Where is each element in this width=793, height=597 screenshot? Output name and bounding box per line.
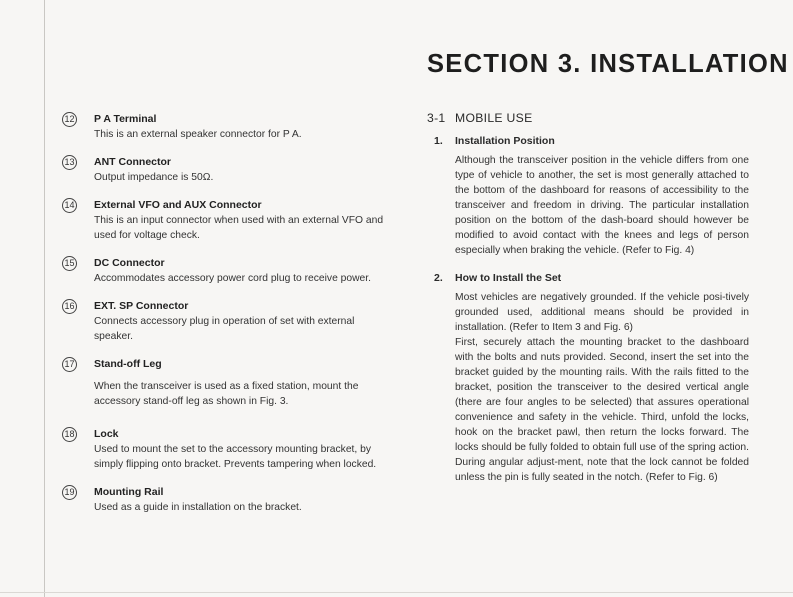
item-body: Used as a guide in installation on the bracket.	[94, 502, 302, 513]
subsection-title: MOBILE USE	[455, 111, 533, 125]
item-title: External VFO and AUX Connector	[94, 199, 262, 211]
item-body: Output impedance is 50Ω.	[94, 172, 214, 183]
item-ext-sp-connector	[62, 299, 392, 344]
item-body: Used to mount the set to the accessory mounting bracket, by simply flipping onto bracket. Prevents tampering when locked.	[94, 444, 377, 470]
mobile-use-section	[427, 110, 749, 485]
item-dc-connector	[62, 256, 392, 286]
item-lock	[62, 427, 392, 472]
item-ant-connector	[62, 155, 392, 185]
item-title: Stand-off Leg	[94, 358, 162, 370]
item-mounting-rail	[62, 485, 392, 515]
item-number-badge: 15	[62, 256, 77, 271]
page-gutter-line	[44, 0, 45, 597]
item-number-badge: 19	[62, 485, 77, 500]
item-number-badge: 16	[62, 299, 77, 314]
step-number: 2.	[434, 272, 443, 284]
item-title: Mounting Rail	[94, 486, 164, 498]
item-number-badge: 13	[62, 155, 77, 170]
item-title: EXT. SP Connector	[94, 300, 189, 312]
step-title: How to Install the Set	[455, 272, 562, 284]
item-body: This is an input connector when used with an external VFO and used for voltage check.	[94, 215, 384, 241]
item-title: P A Terminal	[94, 113, 157, 125]
item-number-badge: 17	[62, 357, 77, 372]
item-stand-off-leg	[62, 357, 392, 409]
connector-descriptions	[62, 112, 392, 515]
item-title: DC Connector	[94, 257, 165, 269]
item-body: Connects accessory plug in operation of set with external speaker.	[94, 316, 355, 342]
subsection-number: 3-1	[427, 111, 446, 125]
item-body: This is an external speaker connector for P A.	[94, 129, 302, 140]
step-installation-position	[427, 134, 749, 258]
item-title: ANT Connector	[94, 156, 171, 168]
step-how-to-install	[427, 271, 749, 485]
subsection-heading	[427, 110, 749, 126]
item-number-badge: 18	[62, 427, 77, 442]
step-title: Installation Position	[455, 135, 555, 147]
step-body: Although the transceiver position in the vehicle differs from one type of vehicle to another, the set is most generally attached to the bottom of the dashboard for reasons of accessibility to the transceiver and freedom in driving. The particular installation position on the bottom of the dash-board should however be modified to avoid contact with the knees and legs of person especially when braking the vehicle. (Refer to Fig. 4)	[455, 155, 749, 256]
section-title: SECTION 3. INSTALLATION	[427, 50, 789, 78]
item-title: Lock	[94, 428, 119, 440]
step-body-continued: First, securely attach the mounting bracket to the dashboard with the bolts and nuts provided. Second, insert the set into the bracket guided by the mounting rails. With the rails fitted to the bracket, position the transceiver to the desired vertical angle (there are four angles to be selected) that assures operational convenience and safety in the vehicle. Third, unfold the locks, hook on the bracket pawl, then return the locks forward. The locks should be fully folded to obtain full use of the spring action. During angular adjust-ment, note that the lock cannot be folded unless the pin is fully seated in the notch. (Refer to Fig. 6)	[455, 337, 749, 483]
item-body: When the transceiver is used as a fixed station, mount the accessory stand-off leg as shown in Fig. 3.	[94, 381, 359, 407]
page-bottom-edge	[0, 592, 793, 593]
item-body: Accommodates accessory power cord plug to receive power.	[94, 273, 372, 284]
step-number: 1.	[434, 135, 443, 147]
step-body: Most vehicles are negatively grounded. If the vehicle posi-tively grounded used, additional means should be provided in installation. (Refer to Item 3 and Fig. 6)	[455, 292, 749, 333]
item-number-badge: 14	[62, 198, 77, 213]
item-number-badge: 12	[62, 112, 77, 127]
item-external-vfo-aux-connector	[62, 198, 392, 243]
item-pa-terminal	[62, 112, 392, 142]
